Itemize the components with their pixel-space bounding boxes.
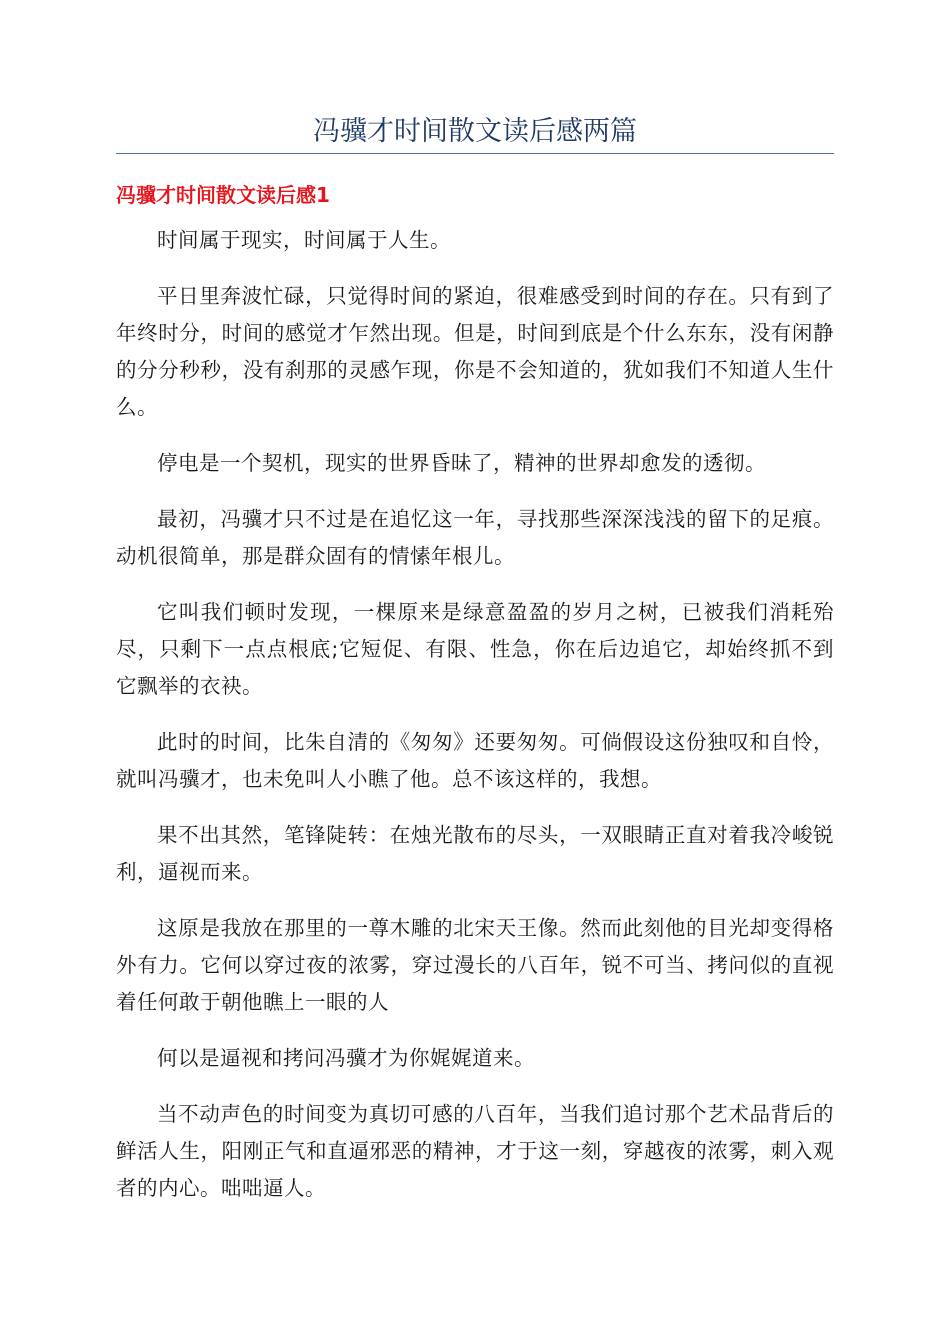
- paragraph: 这原是我放在那里的一尊木雕的北宋天王像。然而此刻他的目光却变得格外有力。它何以穿过夜的浓雾，穿过漫长的八百年，锐不可当、拷问似的直视着任何敢于朝他瞧上一眼的人: [116, 916, 834, 1014]
- paragraph: 当不动声色的时间变为真切可感的八百年，当我们追讨那个艺术品背后的鲜活人生，阳刚正气和直逼邪恶的精神，才于这一刻，穿越夜的浓雾，刺入观者的内心。咄咄逼人。: [116, 1102, 834, 1200]
- paragraph: 最初，冯骥才只不过是在追忆这一年，寻找那些深深浅浅的留下的足痕。动机很简单，那是群众固有的情愫年根儿。: [116, 507, 834, 568]
- document-title: 冯骥才时间散文读后感两篇: [313, 116, 637, 147]
- paragraph: 此时的时间，比朱自清的《匆匆》还要匆匆。可倘假设这份独叹和自怜，就叫冯骥才，也未免叫人小瞧了他。总不该这样的，我想。: [116, 730, 834, 791]
- paragraph: 何以是逼视和拷问冯骥才为你娓娓道来。: [157, 1046, 535, 1070]
- paragraph: 它叫我们顿时发现，一棵原来是绿意盈盈的岁月之树，已被我们消耗殆尽，只剩下一点点根底;它短促、有限、性急，你在后边追它，却始终抓不到它飘举的衣袂。: [116, 600, 834, 698]
- paragraph: 停电是一个契机，现实的世界昏昧了，精神的世界却愈发的透彻。: [157, 451, 766, 475]
- section-heading: 冯骥才时间散文读后感1: [116, 183, 330, 207]
- paragraph: 平日里奔波忙碌，只觉得时间的紧迫，很难感受到时间的存在。只有到了年终时分，时间的感觉才乍然出现。但是，时间到底是个什么东东，没有闲静的分分秒秒，没有刹那的灵感乍现，你是不会知道的，犹如我们不知道人生什么。: [116, 284, 834, 419]
- paragraph: 时间属于现实，时间属于人生。: [157, 228, 451, 252]
- body-text: [116, 222, 834, 1226]
- paragraph: 果不出其然，笔锋陡转：在烛光散布的尽头，一双眼睛正直对着我冷峻锐利，逼视而来。: [116, 823, 834, 884]
- title-underline: [116, 153, 834, 154]
